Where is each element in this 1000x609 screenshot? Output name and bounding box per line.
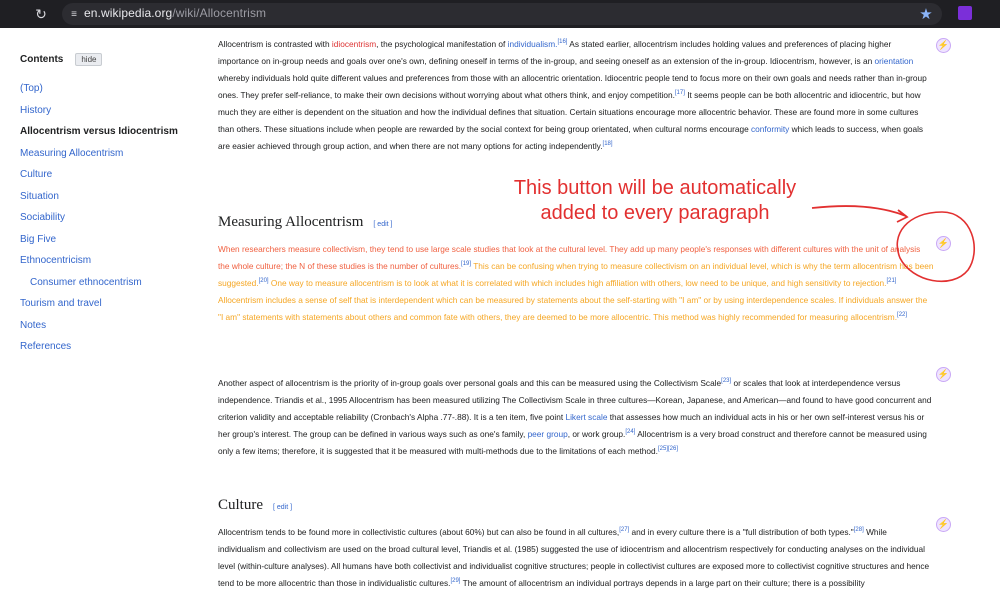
toc-item-tourism-and-travel[interactable]: Tourism and travel	[20, 298, 102, 309]
paragraph-culture: Allocentrism tends to be found more in collectivistic cultures (about 60%) but can also be found in all cultures,[27] and in every culture there is a "full distribution of both types."[28] While individualism and collectivism are used on the broad cultural level, Triandis et al. (1985) suggested the use of idiocentrism and allocentrism respectively for conducting analyses on the individual level (within-culture analyses). All humans have both collectivist and individualist cognitive structures; people in collectivist cultures are exposed more to collectivist cognitive structures and hence tend to be more allocentric than those in individualistic cultures.[29] The amount of allocentrism an individual portrays depends in a large part on their culture; there is a possibility	[218, 527, 930, 588]
annotation-text	[470, 176, 840, 226]
extension-bolt-button[interactable]	[936, 236, 951, 251]
link-peer-group[interactable]: peer group	[527, 429, 568, 439]
section-heading-measuring: Measuring Allocentrism [ edit ]	[218, 214, 393, 230]
table-of-contents	[20, 50, 210, 362]
annotation-line: This button will be automatically	[513, 177, 797, 199]
browser-toolbar	[0, 0, 1000, 28]
toc-title: Contents	[20, 53, 64, 65]
citation[interactable]: [19]	[461, 261, 472, 268]
citation[interactable]: [22]	[897, 312, 908, 319]
toc-item-allocentrism-vs-idiocentrism[interactable]: Allocentrism versus Idiocentrism	[20, 126, 178, 137]
toc-hide-button[interactable]: hide	[75, 53, 102, 66]
citation[interactable]: [20]	[258, 278, 269, 285]
citation[interactable]: [18]	[602, 141, 613, 148]
toc-item-big-five[interactable]: Big Five	[20, 233, 57, 245]
citation[interactable]: [29]	[450, 578, 461, 585]
toc-item-references[interactable]: References	[20, 341, 72, 352]
extension-bolt-button[interactable]	[936, 367, 951, 382]
edit-link[interactable]: [ edit ]	[273, 504, 293, 511]
link-conformity[interactable]: conformity	[751, 124, 790, 134]
toc-item-notes[interactable]: Notes	[20, 319, 47, 331]
citation[interactable]: [17]	[674, 90, 685, 97]
citation[interactable]: [25][26]	[657, 446, 678, 453]
citation[interactable]: [27]	[619, 527, 630, 534]
edit-link[interactable]: [ edit ]	[373, 221, 393, 228]
toc-item-situation[interactable]: Situation	[20, 190, 59, 202]
bookmark-star-icon[interactable]: ★	[919, 6, 933, 23]
toc-item-ethnocentricism[interactable]: Ethnocentricism	[20, 255, 92, 266]
site-settings-icon[interactable]: ≡	[71, 8, 77, 20]
lightning-icon: ⚡	[937, 238, 950, 248]
link-orientation[interactable]: orientation	[874, 56, 914, 66]
url-text[interactable]: en.wikipedia.org/wiki/Allocentrism	[84, 6, 267, 20]
toc-item-culture[interactable]: Culture	[20, 169, 53, 180]
citation[interactable]: [23]	[721, 378, 732, 385]
link-individualism[interactable]: individualism.	[507, 39, 558, 49]
extension-bolt-button[interactable]	[936, 38, 951, 53]
citation[interactable]: [24]	[625, 429, 636, 436]
lightning-icon: ⚡	[937, 519, 950, 529]
link-likert-scale[interactable]: Likert scale	[565, 412, 608, 422]
reload-icon[interactable]: ↻	[35, 5, 47, 22]
paragraph-collectivism-scale: Another aspect of allocentrism is the priority of in-group goals over personal goals and this can be measured using the Collectivism Scale[23] or scales that look at interdependence versus independence. Triandis et al., 1995 Allocentrism has been measured utilizing The Collectivism Scale in three cultures—Korean, Japanese, and American—and found to have good concurrent and criterion validity and acceptable reliability (Cronbach's Alpha .77-.88). It is a ten item, five point Likert scale that assesses how much an individual acts in his or her own self-interest versus his or her group's interest. The group can be defined in various ways such as one's family, peer group, or work group.[24] Allocentrism is a very broad construct and therefore cannot be measured using only a few items; therefore, it is suggested that it be measured with multi-methods due to the limitations of each method.[25][26]	[218, 378, 932, 456]
link-idiocentrism[interactable]: idiocentrism	[331, 39, 377, 49]
lightning-icon: ⚡	[937, 369, 950, 379]
toc-item-measuring-allocentrism[interactable]: Measuring Allocentrism	[20, 147, 124, 159]
article-content	[218, 36, 934, 609]
toc-item-sociability[interactable]: Sociability	[20, 212, 66, 223]
citation[interactable]: [28]	[853, 527, 864, 534]
extension-icon[interactable]	[958, 6, 972, 20]
lightning-icon: ⚡	[937, 40, 950, 50]
extension-bolt-button[interactable]	[936, 517, 951, 532]
toc-item-top[interactable]: (Top)	[20, 83, 43, 94]
paragraph-measuring-highlighted: When researchers measure collectivism, they tend to use large scale studies that look at the cultural level. They add up many people's responses with different cultures with the unit of analysis the whole culture; the N of these studies is the number of cultures.[19] This can be confusing when trying to measure collectivism on an individual level, which is why the term allocentrism has been suggested.[20] One way to measure allocentrism is to look at what it is correlated with which includes high affiliation with others, low need to be unique, and high sensitivity to rejection.[21] Allocentrism includes a sense of self that is interdependent which can be measured by statements about the self-starting with "I am" or by using interdependence scales. If individuals answer the "I am" statements with statements about others and common fate with others, they are deemed to be more allocentric. This method was highly recommended for measuring allocentrism.[22]	[218, 244, 934, 322]
citation[interactable]: [16]	[557, 39, 568, 46]
citation[interactable]: [21]	[886, 278, 897, 285]
toc-item-history[interactable]: History	[20, 104, 52, 116]
section-heading-culture: Culture [ edit ]	[218, 497, 293, 513]
toc-item-consumer-ethnocentrism[interactable]: Consumer ethnocentrism	[30, 276, 142, 288]
paragraph-allocentrism-vs-idiocentrism: Allocentrism is contrasted with idiocentrism, the psychological manifestation of individualism.[16] As stated earlier, allocentrism includes holding values and preferences of placing higher importance on in-group needs and goals over one's own, defining oneself in terms of the in-group, and seeing oneself as an extension of the in-group. Idiocentrism, however, is an orientation whereby individuals hold quite different values and preferences from those with an allocentric orientation. Idiocentric people tend to focus more on their own goals and needs rather than in-group ones. They prefer self-reliance, to make their own decisions without worrying about what others think, and enjoy competition.[17] It seems people can be both allocentric and idiocentric, but how much they are either is dependent on the situation and how the individual defines that situation. Certain situations encourage more allocentric behavior. These are found more in some cultures than others. These situations include when people are rewarded by the social context for being group orientated, when cultural norms encourage conformity which leads to success, when goals are easier achieved through group action, and when there are not many options for acting independently.[18]	[218, 39, 927, 151]
annotation-line: added to every paragraph	[540, 202, 770, 224]
